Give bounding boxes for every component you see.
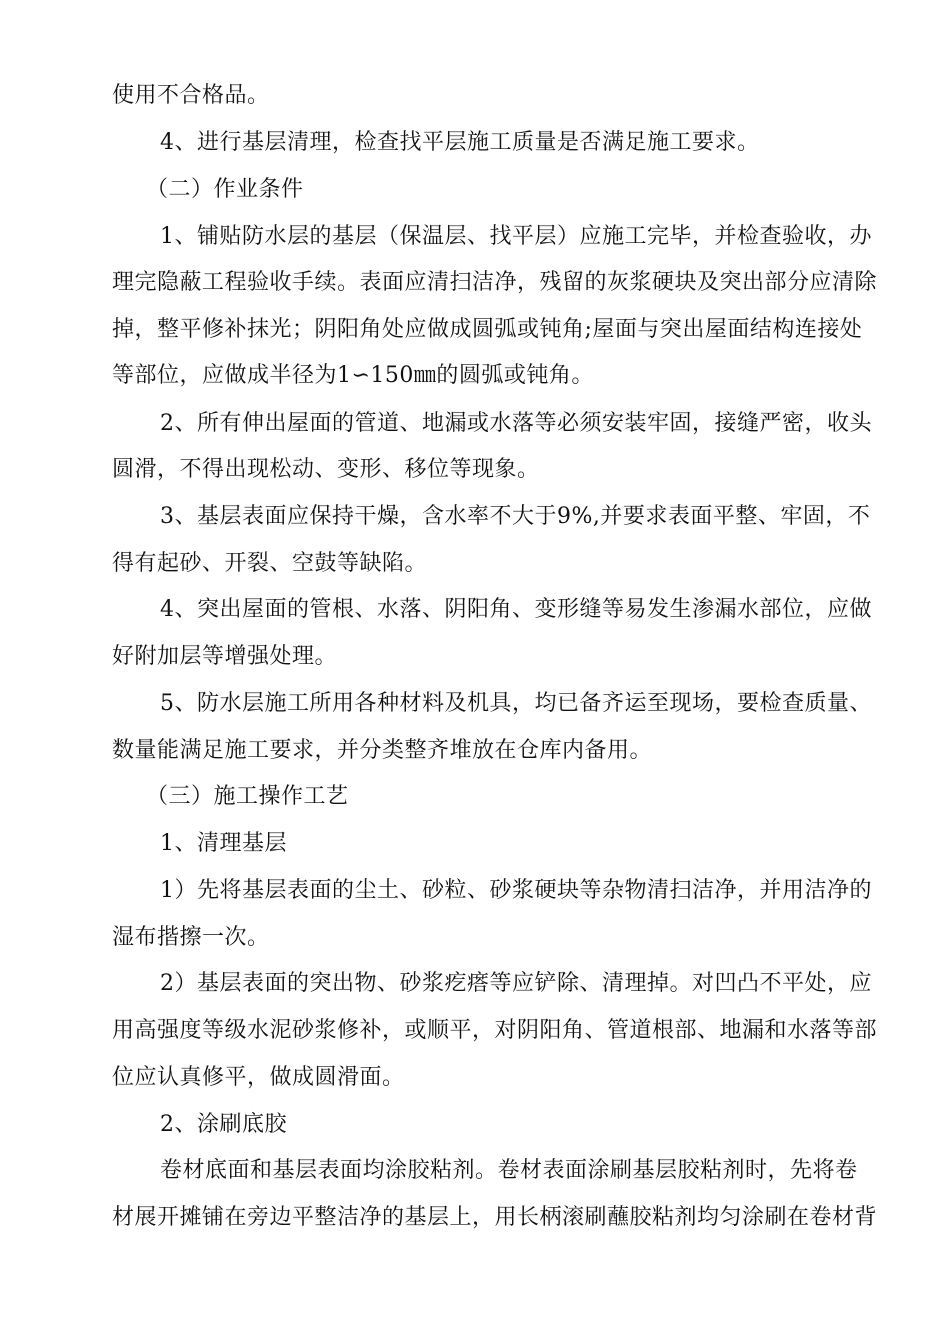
subsection-heading: 1、清理基层 (160, 831, 287, 856)
text-line: 1、铺贴防水层的基层（保温层、找平层）应施工完毕，并检查验收，办 (160, 224, 872, 249)
text-line: 用高强度等级水泥砂浆修补，或顺平，对阴阳角、管道根部、地漏和水落等部 (112, 1018, 878, 1043)
text-line: 湿布揩擦一次。 (112, 925, 270, 950)
text-line: 位应认真修平，做成圆滑面。 (112, 1065, 405, 1090)
text-line: 4、突出屋面的管根、水落、阴阳角、变形缝等易发生渗漏水部位，应做 (160, 597, 872, 622)
section-heading: （三）施工操作工艺 (146, 784, 349, 809)
text-line: 得有起砂、开裂、空鼓等缺陷。 (112, 551, 428, 576)
subsection-heading: 2、涂刷底胶 (160, 1112, 287, 1137)
text-line: 2）基层表面的突出物、砂浆疙瘩等应铲除、清理掉。对凹凸不平处，应 (160, 971, 872, 996)
text-line: 1）先将基层表面的尘土、砂粒、砂浆硬块等杂物清扫洁净，并用洁净的 (160, 878, 872, 903)
text-line: 3、基层表面应保持干燥，含水率不大于9%,并要求表面平整、牢固，不 (160, 504, 871, 529)
text-line: 理完隐蔽工程验收手续。表面应清扫洁净，残留的灰浆硬块及突出部分应清除 (112, 270, 878, 295)
text-line: 数量能满足施工要求，并分类整齐堆放在仓库内备用。 (112, 738, 653, 763)
section-heading: （二）作业条件 (146, 177, 304, 202)
text-line: 5、防水层施工所用各种材料及机具，均已备齐运至现场，要检查质量、 (160, 691, 872, 716)
text-line: 卷材底面和基层表面均涂胶粘剂。卷材表面涂刷基层胶粘剂时，先将卷 (160, 1158, 858, 1183)
text-line: 等部位，应做成半径为1∽150㎜的圆弧或钝角。 (112, 363, 594, 388)
text-line: 圆滑，不得出现松动、变形、移位等现象。 (112, 457, 540, 482)
text-line: 好附加层等增强处理。 (112, 644, 338, 669)
text-line: 掉，整平修补抹光；阴阳角处应做成圆弧或钝角;屋面与突出屋面结构连接处 (112, 317, 863, 342)
text-line: 使用不合格品。 (112, 83, 270, 108)
text-line: 2、所有伸出屋面的管道、地漏或水落等必须安装牢固，接缝严密，收头 (160, 411, 872, 436)
text-line: 材展开摊铺在旁边平整洁净的基层上，用长柄滚刷蘸胶粘剂均匀涂刷在卷材背 (112, 1205, 878, 1230)
text-line: 4、进行基层清理，检查找平层施工质量是否满足施工要求。 (160, 130, 760, 155)
